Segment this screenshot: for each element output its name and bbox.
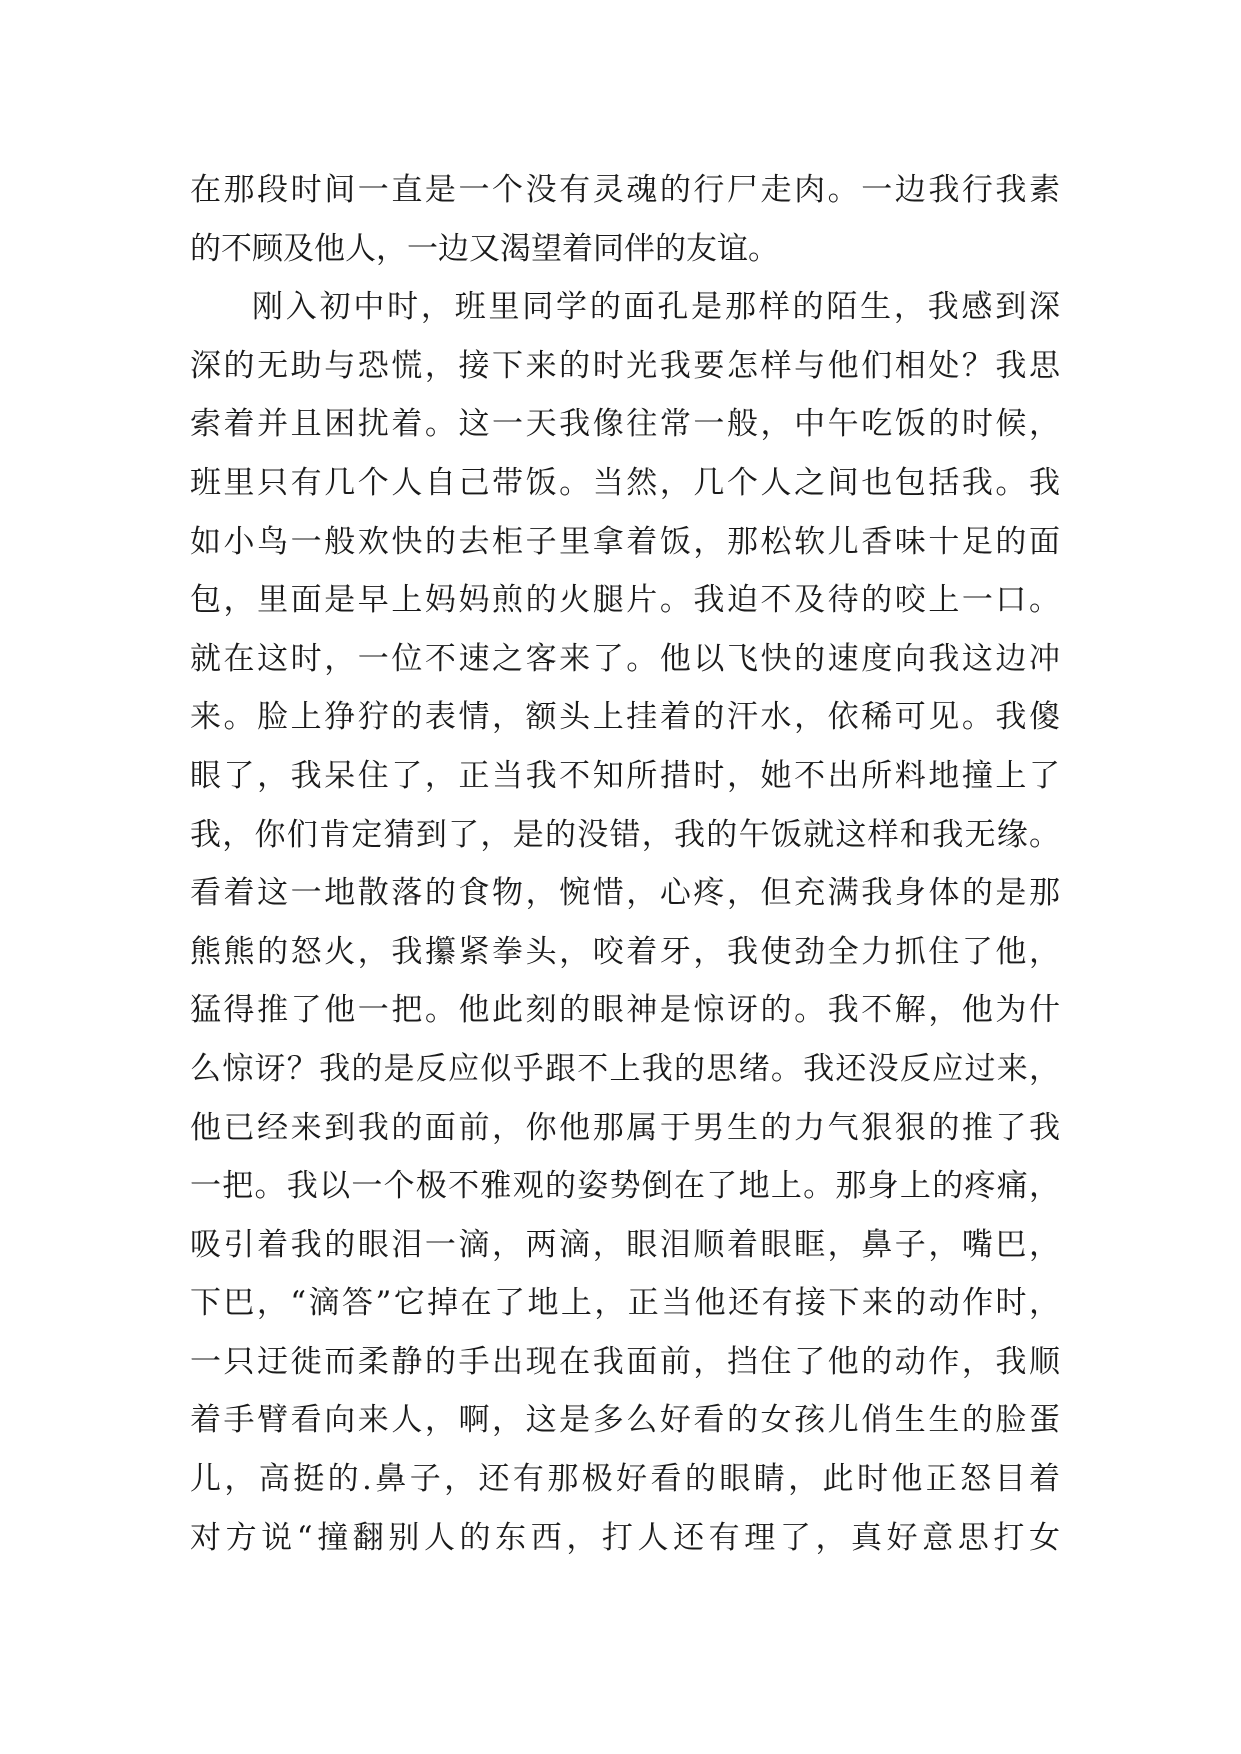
text-line-11: 眼了，我呆住了，正当我不知所措时，她不出所料地撞上了: [190, 757, 1060, 794]
text-line-20: 下巴，“滴答”它掉在了地上，正当他还有接下来的动作时，: [190, 1285, 1060, 1322]
text-line-1: 在那段时间一直是一个没有灵魂的行尸走肉。一边我行我素: [190, 172, 1060, 208]
text-line-5: 索着并且困扰着。这一天我像往常一般，中午吃饭的时候，: [190, 406, 1060, 443]
text-line-24: 对方说“撞翻别人的东西，打人还有理了，真好意思打女: [190, 1519, 1060, 1556]
text-line-15: 猛得推了他一把。他此刻的眼神是惊讶的。我不解，他为什: [190, 992, 1060, 1029]
body-text: [190, 161, 1060, 1567]
text-line-18: 一把。我以一个极不雅观的姿势倒在了地上。那身上的疼痛，: [190, 1168, 1060, 1205]
text-line-3-paragraph-start: 刚入初中时，班里同学的面孔是那样的陌生，我感到深: [252, 289, 1060, 326]
text-line-7: 如小鸟一般欢快的去柜子里拿着饭，那松软儿香味十足的面: [190, 523, 1060, 560]
text-line-16: 么惊讶？我的是反应似乎跟不上我的思绪。我还没反应过来，: [190, 1050, 1060, 1087]
text-line-14: 熊熊的怒火，我攥紧拳头，咬着牙，我使劲全力抓住了他，: [190, 933, 1060, 970]
text-line-21: 一只迂徙而柔静的手出现在我面前，挡住了他的动作，我顺: [190, 1343, 1060, 1380]
text-line-9: 就在这时，一位不速之客来了。他以飞快的速度向我这边冲: [190, 640, 1060, 677]
text-line-4: 深的无助与恐慌，接下来的时光我要怎样与他们相处？我思: [190, 347, 1060, 384]
text-line-17: 他已经来到我的面前，你他那属于男生的力气狠狠的推了我: [190, 1109, 1060, 1146]
text-line-2: 的不顾及他人，一边又渴望着同伴的友谊。: [190, 230, 779, 267]
text-line-19: 吸引着我的眼泪一滴，两滴，眼泪顺着眼眶，鼻子，嘴巴，: [190, 1226, 1060, 1263]
text-line-10: 来。脸上狰狞的表情，额头上挂着的汗水，依稀可见。我傻: [190, 699, 1060, 736]
text-line-8: 包，里面是早上妈妈煎的火腿片。我迫不及待的咬上一口。: [190, 582, 1060, 619]
text-line-13: 看着这一地散落的食物，惋惜，心疼，但充满我身体的是那: [190, 875, 1060, 912]
text-line-12: 我，你们肯定猜到了，是的没错，我的午饭就这样和我无缘。: [190, 816, 1060, 853]
text-line-6: 班里只有几个人自己带饭。当然，几个人之间也包括我。我: [190, 464, 1060, 501]
text-line-23: 儿，高挺的.鼻子，还有那极好看的眼睛，此时他正怒目着: [190, 1461, 1060, 1498]
text-line-22: 着手臂看向来人，啊，这是多么好看的女孩儿俏生生的脸蛋: [190, 1402, 1060, 1439]
